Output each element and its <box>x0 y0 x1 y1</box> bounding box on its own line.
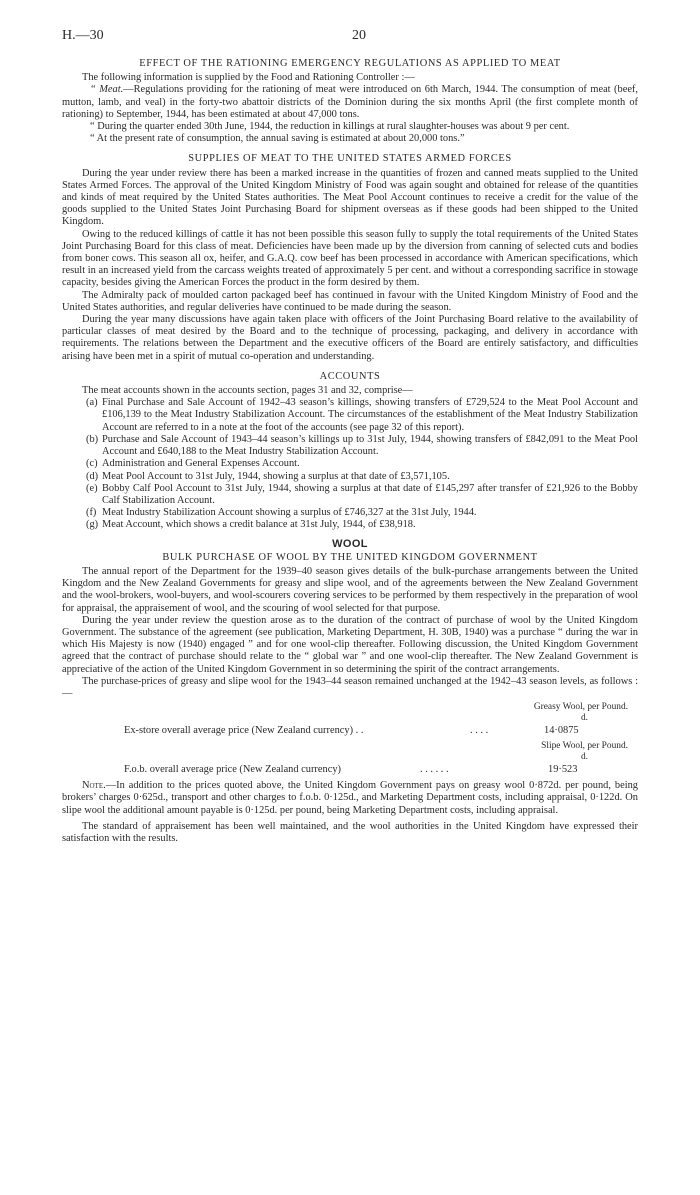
section-heading-rationing: EFFECT OF THE RATIONING EMERGENCY REGULATIONS AS APPLIED TO MEAT <box>139 58 561 69</box>
paragraph: The Admiralty pack of moulded carton packaged beef has continued in favour with the United Kingdom Ministry of Food and the United States authorities, and regular deliveries have continued to be made during the season. <box>62 289 638 313</box>
price-value-greasy: 14·0875 <box>544 725 579 737</box>
slipe-wool-heading: Slipe Wool, per Pound. <box>541 741 628 752</box>
paragraph: During the year under review there has been a marked increase in the quantities of frozen and canned meats supplied to the United States Armed Forces. The approval of the United Kingdom Ministry of Food was again sought and obtained for release of the quantities and kinds of meat required by the United States authorities. The Meat Pool Account continues to receive a credit for the value of the goods supplied to the United States Joint Purchasing Board for shipment overseas as if these goods had been shipped to the United Kingdom. <box>62 167 638 228</box>
list-item <box>62 397 638 434</box>
list-item-text: Meat Account, which shows a credit balance at 31st July, 1944, of £38,918. <box>102 519 416 531</box>
price-table <box>62 702 638 778</box>
section-us-forces <box>62 153 638 362</box>
price-row-slipe <box>62 764 638 778</box>
price-column-heading <box>62 741 638 763</box>
price-value-slipe: 19·523 <box>548 764 578 776</box>
list-item-label: (c) <box>86 458 98 470</box>
document-page <box>62 30 638 845</box>
list-item-label: (f) <box>86 507 97 519</box>
price-unit: d. <box>580 713 588 724</box>
paragraph: Owing to the reduced killings of cattle it has not been possible this season fully to supply the total requirements of the United States Joint Purchasing Board for this class of meat. Deficiencies have been made up by the diversion from canning of selected cuts and bodies from boner cows. This season all ox, heifer, and G.A.Q. cow beef has been processed in accordance with American specifications, which result in an increased yield from the carcass weights treated of approximately 5 per cent. and without a corresponding sacrifice in stowage capacity, besides giving the American Forces the product in the form desired by them. <box>62 228 638 289</box>
paragraph: “ At the present rate of consumption, the annual saving is estimated at about 20,000 tons.” <box>90 133 465 145</box>
page-number: 20 <box>352 28 366 43</box>
list-item <box>62 471 638 483</box>
section-rationing <box>62 58 638 145</box>
list-item-text: Purchase and Sale Account of 1943–44 season’s killings up to 31st July, 1944, showing transfers of £842,091 to the Meat Pool Account and £640,188 to the Meat Industry Stabilization Account. <box>102 433 638 458</box>
leader-dots: . . . . <box>470 725 489 737</box>
document-reference: H.—30 <box>62 28 104 43</box>
price-row-label: F.o.b. overall average price (New Zealand currency) <box>124 764 341 776</box>
paragraph: During the year many discussions have again taken place with officers of the Joint Purchasing Board relative to the availability of particular classes of meat desired by the Board and to the technique of processing, packaging, and delivery in accordance with requirements. The relations between the Department and the executive officers of the Board are entirely satisfactory, and difficulties arising have been met in a spirit of mutual co-operation and understanding. <box>62 314 638 362</box>
list-item-label: (g) <box>86 519 99 531</box>
list-item-text: Administration and General Expenses Account. <box>102 458 300 470</box>
list-item-label: (e) <box>86 482 98 494</box>
list-item-text: Meat Pool Account to 31st July, 1944, showing a surplus at that date of £3,571,105. <box>102 470 450 482</box>
note-lead: Note. <box>82 780 106 792</box>
meat-lead: “ Meat. <box>90 84 124 96</box>
list-item-label: (b) <box>86 433 99 445</box>
paragraph: The following information is supplied by the Food and Rationing Controller :— <box>82 72 415 84</box>
paragraph-text: —Regulations providing for the rationing of meat were introduced on 6th March, 1944. The consumption of meat (beef, mutton, lamb, and veal) in the forty-two abattoir districts of the Dominion during the six months April (the first complete month of rationing) to September, 1944, has been estimated at about 47,000 tons. <box>62 84 638 120</box>
price-row-label: Ex-store overall average price (New Zealand currency) . . <box>124 725 364 737</box>
section-wool <box>62 538 638 846</box>
paragraph: During the year under review the question arose as to the duration of the contract of purchase of wool by the United Kingdom Government. The substance of the agreement (see publication, Marketing Department, H. 30B, 1940) was a purchase “ during the war in which His Majesty is now (1940) engaged ” and for one wool-clip thereafter. Following discussion, the United Kingdom Government agreed that the contract of purchase should relate to the “ global war ” and one wool-clip thereafter. The New Zealand Government is appreciative of the action of the United Kingdom Government in so determining the spirit of the contract arrangements. <box>62 614 638 675</box>
list-item <box>62 458 638 470</box>
list-item <box>62 483 638 507</box>
list-item <box>62 519 638 531</box>
paragraph-note <box>62 780 638 817</box>
paragraph: The meat accounts shown in the accounts section, pages 31 and 32, comprise— <box>82 385 413 397</box>
paragraph: The standard of appraisement has been well maintained, and the wool authorities in the United Kingdom have expressed their satisfaction with the results. <box>62 820 638 844</box>
list-item <box>62 507 638 519</box>
price-unit: d. <box>580 752 588 763</box>
paragraph: The annual report of the Department for the 1939–40 season gives details of the bulk-purchase arrangements between the United Kingdom and the New Zealand Governments for greasy and slipe wool, and of the agreements between the New Zealand Government and the wool-brokers, wool-buyers, and wool-scourers covering services to be performed by them respectively in the preparation of wool for appraisal, the appraisement of wool, and the scouring of wool selected for that purpose. <box>62 565 638 614</box>
price-column-heading <box>62 702 638 724</box>
page-header <box>62 30 638 48</box>
section-heading-us-forces: SUPPLIES OF MEAT TO THE UNITED STATES ARMED FORCES <box>188 153 512 165</box>
greasy-wool-heading: Greasy Wool, per Pound. <box>533 702 628 713</box>
paragraph: The purchase-prices of greasy and slipe wool for the 1943–44 season remained unchanged at the 1942–43 season levels, as follows :— <box>62 675 638 699</box>
list-item-label: (d) <box>86 470 99 482</box>
section-accounts <box>62 371 638 532</box>
paragraph: “ During the quarter ended 30th June, 1944, the reduction in killings at rural slaughter-houses was about 9 per cent. <box>90 121 570 133</box>
price-row-greasy <box>62 725 638 739</box>
section-heading-accounts: ACCOUNTS <box>319 370 381 382</box>
list-item-text: Final Purchase and Sale Account of 1942–43 season’s killings, showing transfers of £729,524 to the Meat Pool Account and £106,139 to the Meat Industry Stabilization Account. The circumstances of the establishment of the Meat Industry Stabilization Account are referred to in a note at the foot of the accounts (see page 32 of this report). <box>102 397 638 433</box>
section-heading-wool: WOOL <box>332 537 368 550</box>
list-item-text: Bobby Calf Pool Account to 31st July, 1944, showing a surplus at that date of £145,297 after transfer of £21,926 to the Bobby Calf Stabilization Account. <box>102 482 638 506</box>
list-item <box>62 434 638 458</box>
leader-dots: . . . . . . <box>420 764 449 776</box>
list-item-label: (a) <box>86 397 98 409</box>
list-item-text: Meat Industry Stabilization Account showing a surplus of £746,327 at the 31st July, 1944. <box>102 507 477 519</box>
accounts-list <box>62 397 638 531</box>
section-subheading-bulk-purchase: BULK PURCHASE OF WOOL BY THE UNITED KINGDOM GOVERNMENT <box>162 551 538 563</box>
note-text: —In addition to the prices quoted above, the United Kingdom Government pays on greasy wool 0·872d. per pound, being brokers’ charges 0·625d., transport and other charges to f.o.b. 0·125d., and Marketing Department costs, including appraisal, 0·122d. On slipe wool the additional amount payable is 0·125d. per pound, being Marketing Department costs, including appraisal. <box>62 780 638 816</box>
paragraph <box>62 84 638 121</box>
